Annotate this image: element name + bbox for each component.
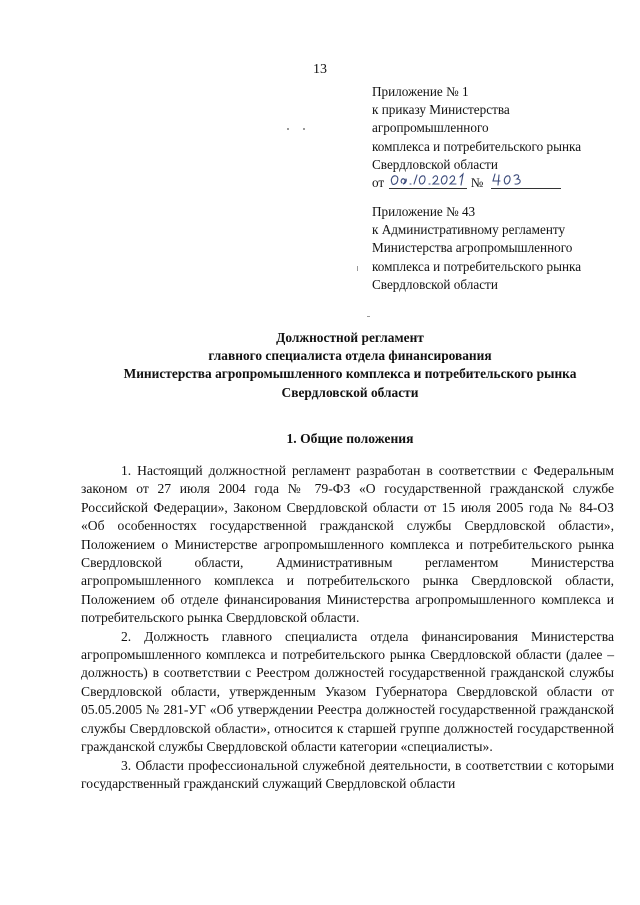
appendix-1-block xyxy=(372,83,634,192)
appendix-43-line: Свердловской области xyxy=(372,276,498,292)
date-prefix: от xyxy=(372,174,385,190)
appendix-1-line: агропромышленного xyxy=(372,120,489,136)
appendix-43-line: Приложение № 43 xyxy=(372,204,476,219)
section-heading: 1. Общие положения xyxy=(286,431,414,446)
document-title-line: Министерства агропромышленного комплекса и потребительского рынка xyxy=(123,366,577,382)
paragraph-3: 3. Области профессиональной служебной деятельности, в соответствии с которыми государственный гражданский служащий Свердловской области xyxy=(81,757,614,791)
handwritten-number-strokes xyxy=(491,171,561,189)
document-title-line: Свердловской области xyxy=(281,384,419,400)
appendix-1-line: к приказу Министерства xyxy=(372,102,510,118)
paragraph-1: 1. Настоящий должностной регламент разработан в соответствии с Федеральным законом от 27 июля 2004 года № 79-ФЗ «О государственной гражданской службе Российской Федерации», Законом Свердловской области от 15 июля 2005 года № 84-ОЗ «Об особенностях государственной гражданской службы Свердловской области», Положением о Министерстве агропромышленного комплекса и потребительского рынка Свердловской области, Административным регламентом Министерства агропромышленного комплекса и потребительского рынка Свердловской области, Положением об отделе финансирования Министерства агропромышленного комплекса и потребительского рынка Свердловской области. xyxy=(81,463,614,626)
scan-speck xyxy=(367,316,370,317)
appendix-43-line: к Административному регламенту xyxy=(372,222,566,238)
appendix-43-block xyxy=(372,203,634,294)
order-date-number-line xyxy=(372,174,634,192)
document-title xyxy=(70,329,630,402)
appendix-1-line: комплекса и потребительского рынка xyxy=(372,138,582,154)
scan-speck xyxy=(287,128,289,130)
document-title-line: Должностной регламент xyxy=(276,330,424,345)
page-number: 13 xyxy=(313,62,327,77)
number-sign: № xyxy=(470,174,484,190)
handwritten-date xyxy=(389,174,467,189)
handwritten-date-strokes xyxy=(389,171,467,189)
handwritten-number xyxy=(491,174,561,189)
document-body xyxy=(81,462,614,793)
appendix-1-line: Приложение № 1 xyxy=(372,84,469,99)
appendix-43-line: комплекса и потребительского рынка xyxy=(372,258,582,274)
paragraph-2: 2. Должность главного специалиста отдела финансирования Министерства агропромышленного комплекса и потребительского рынка Свердловской области (далее – должность) в соответствии с Реестром должностей государственной гражданской службы Свердловской области, утвержденным Указом Губернатора Свердловской области от 05.05.2005 № 281-УГ «Об утверждении Реестра должностей государственной гражданской службы Свердловской области», относится к старшей группе должностей государственной гражданской службы Свердловской области категории «специалисты». xyxy=(81,628,614,755)
scan-speck xyxy=(303,128,305,130)
appendix-1-line: Свердловской области xyxy=(372,156,498,172)
scan-speck xyxy=(357,266,358,271)
appendix-43-line: Министерства агропромышленного xyxy=(372,240,573,256)
document-title-line: главного специалиста отдела финансирования xyxy=(208,348,492,364)
